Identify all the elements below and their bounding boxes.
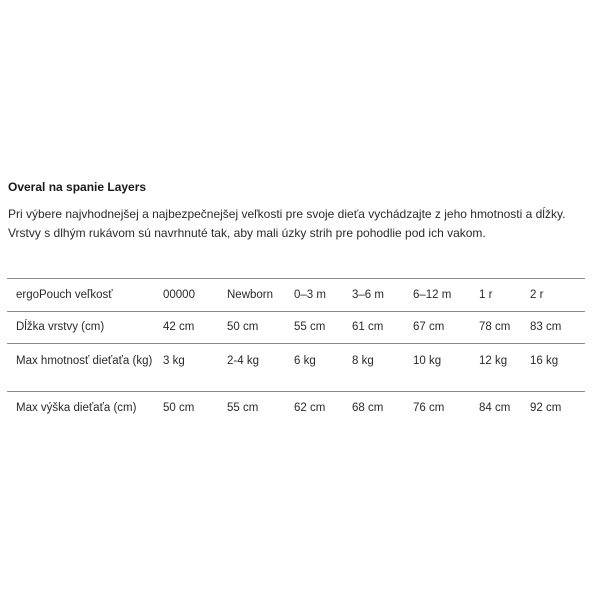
size-table	[7, 278, 585, 428]
row-header: Dĺžka vrstvy (cm)	[16, 321, 105, 333]
table-cell: 50 cm	[227, 321, 259, 333]
table-row-weight	[7, 344, 585, 392]
table-cell: 12 kg	[479, 355, 508, 367]
table-cell: 16 kg	[530, 355, 559, 367]
table-row-length	[7, 312, 585, 344]
table-cell: 84 cm	[479, 402, 511, 414]
table-cell: 3 kg	[163, 355, 185, 367]
table-cell: 6–12 m	[413, 289, 452, 301]
table-cell: 62 cm	[294, 402, 326, 414]
table-cell: 78 cm	[479, 321, 511, 333]
table-cell: 2-4 kg	[227, 355, 259, 367]
table-cell: 55 cm	[227, 402, 259, 414]
table-cell: 92 cm	[530, 402, 562, 414]
row-header: Max výška dieťaťa (cm)	[16, 402, 137, 414]
table-cell: 6 kg	[294, 355, 316, 367]
table-cell: 00000	[163, 289, 195, 301]
table-cell: 61 cm	[352, 321, 384, 333]
table-cell: 83 cm	[530, 321, 562, 333]
table-cell: 1 r	[479, 289, 493, 301]
table-row-size	[7, 279, 585, 312]
table-cell: 76 cm	[413, 402, 445, 414]
table-cell: 67 cm	[413, 321, 445, 333]
intro-paragraph: Pri výbere najvhodnejšej a najbezpečnejšej veľkosti pre svoje dieťa vychádzajte z jeho hmotnosti a dĺžky. Vrstvy s dlhým rukávom sú navrhnuté tak, aby mali úzky strih pre pohodlie pod ich vakom.	[8, 207, 566, 240]
table-cell: Newborn	[227, 289, 274, 301]
table-cell: 10 kg	[413, 355, 442, 367]
page-title: Overal na spanie Layers	[8, 180, 147, 194]
table-cell: 42 cm	[163, 321, 195, 333]
table-cell: 3–6 m	[352, 289, 384, 301]
table-cell: 0–3 m	[294, 289, 326, 301]
table-cell: 8 kg	[352, 355, 374, 367]
table-cell: 50 cm	[163, 402, 195, 414]
table-cell: 68 cm	[352, 402, 384, 414]
row-header: ergoPouch veľkosť	[16, 289, 113, 301]
table-cell: 2 r	[530, 289, 544, 301]
table-row-height	[7, 392, 585, 428]
row-header: Max hmotnosť dieťaťa (kg)	[16, 355, 153, 367]
table-cell: 55 cm	[294, 321, 326, 333]
